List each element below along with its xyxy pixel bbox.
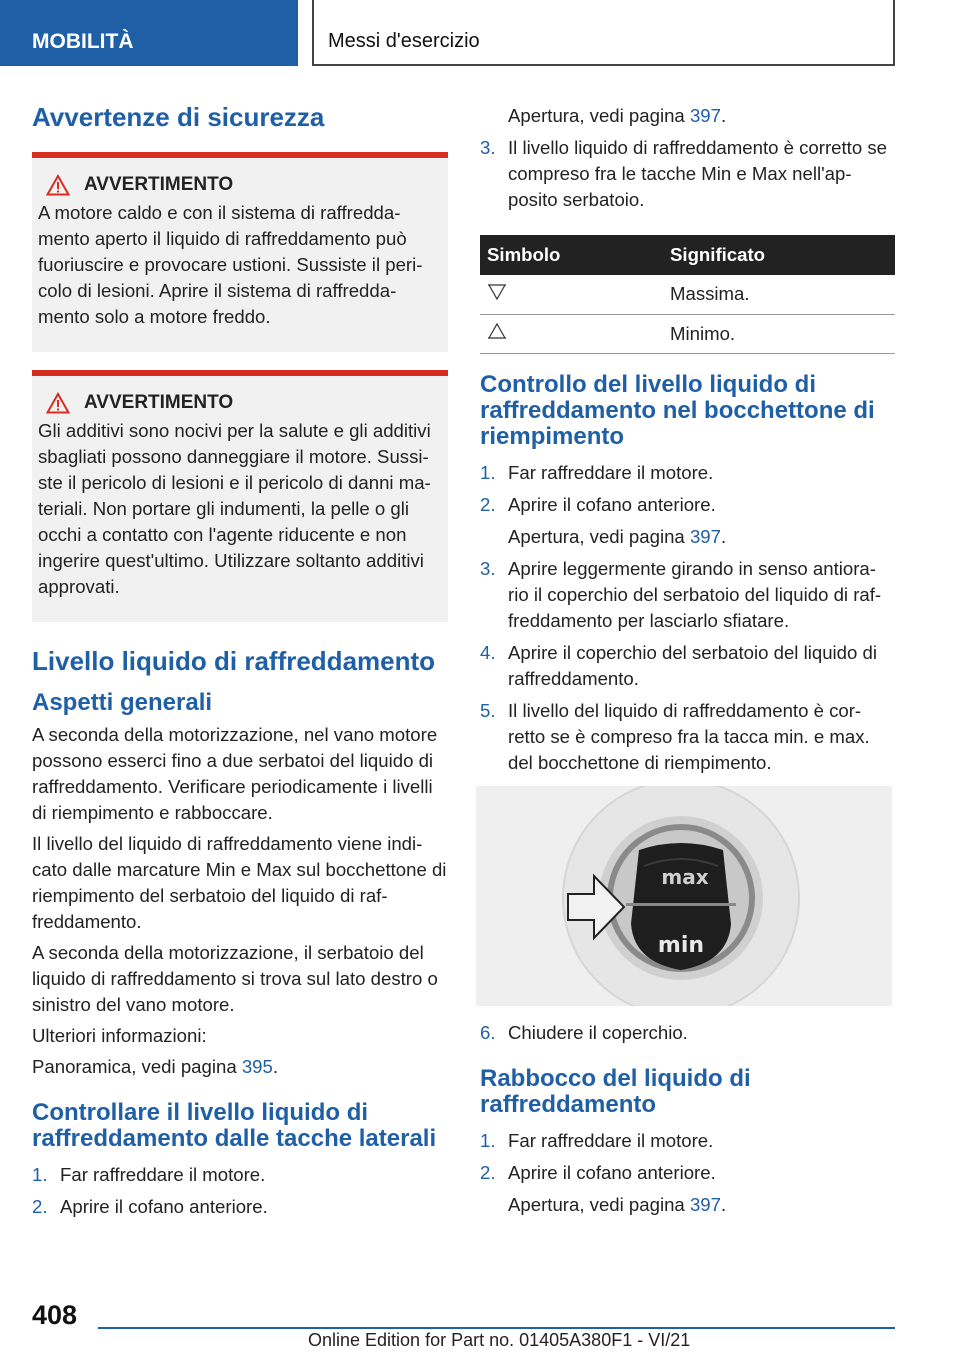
- paragraph: A seconda della motorizzazione, il serbatoio del liquido di raffreddamento si trova sul lato destro o sinistro del vano motore.: [32, 942, 438, 1015]
- steps-list: [480, 135, 895, 213]
- list-item: 1. Far raffreddare il motore.: [32, 1164, 266, 1185]
- paragraph: Apertura, vedi pagina 397.: [508, 1193, 727, 1215]
- warning-triangle-icon: [46, 392, 70, 414]
- table-cell: Minimo.: [666, 314, 895, 353]
- chapter-tab: [312, 0, 895, 66]
- table-row: [480, 275, 895, 314]
- list-item: 6. Chiudere il coperchio.: [480, 1021, 688, 1043]
- filler-neck-photo: [476, 786, 892, 1006]
- page-number: 408: [32, 1300, 78, 1330]
- list-item: 1. Far raffreddare il motore.: [480, 1129, 714, 1151]
- steps-list: [480, 1128, 895, 1186]
- steps-list: [480, 460, 895, 518]
- list-item: 2. Aprire il cofano anteriore.: [480, 1161, 716, 1183]
- page-link[interactable]: 397: [689, 1193, 721, 1215]
- safety-title: Avvertenze di sicurezza: [32, 102, 325, 132]
- filler-neck-title: Controllo del livello liquido di raffreddamento nel bocchettone di riempimento: [480, 370, 875, 450]
- paragraph: Apertura, vedi pagina 397.: [508, 105, 727, 126]
- coolant-level-title: Livello liquido di raffreddamento: [32, 646, 436, 676]
- left-column: [32, 100, 448, 1226]
- list-item: 4. Aprire il coperchio del serbatoio del liquido di raffreddamento.: [480, 641, 877, 689]
- right-column: [480, 100, 895, 1224]
- warning-box-1: [32, 152, 448, 352]
- paragraph: A seconda della motorizzazione, nel vano motore possono esserci fino a due serbatoi del liquido di raffreddamento. Verificare periodicamente i livelli di riempimento e rabboccare.: [32, 724, 438, 823]
- page-link[interactable]: 395: [241, 1056, 273, 1077]
- section-tab: [0, 0, 298, 66]
- page-link[interactable]: 397: [689, 525, 721, 547]
- chapter-label: Messi d'esercizio: [328, 30, 480, 52]
- top-up-title: Rabbocco del liquido di raffreddamento: [480, 1064, 751, 1118]
- min-label: min: [657, 932, 705, 958]
- filler-cap-illustration: [476, 786, 892, 1006]
- paragraph: Il livello del liquido di raffreddamento viene indi-cato dalle marcature Min e Max sul bocchettone di riempimento del serbatoio del liquido di raf-freddamento.: [32, 833, 447, 932]
- table-header: Simbolo: [480, 235, 666, 275]
- page-link[interactable]: 397: [689, 105, 721, 126]
- min-mark-icon: [487, 321, 507, 341]
- paragraph: Apertura, vedi pagina 397.: [508, 525, 727, 547]
- list-item: 2. Aprire il cofano anteriore.: [32, 1196, 268, 1217]
- warning-label: AVVERTIMENTO: [84, 174, 234, 195]
- list-item: 3. Aprire leggermente girando in senso antiora-rio il coperchio del serbatoio del liquido di raf-freddamento per lasciarlo sfiatare.: [480, 557, 882, 631]
- side-marks-title: Controllare il livello liquido di raffreddamento dalle tacche laterali: [32, 1099, 437, 1152]
- general-subtitle: Aspetti generali: [32, 689, 213, 716]
- table-header: Significato: [666, 235, 895, 275]
- edition-note: Online Edition for Part no. 01405A380F1 - VI/21: [308, 1330, 691, 1350]
- steps-list: [32, 1162, 448, 1220]
- list-item: 5. Il livello del liquido di raffreddamento è cor-retto se è compreso fra la tacca min. e max. del bocchettone di riempimento.: [480, 699, 870, 773]
- list-item: 2. Aprire il cofano anteriore.: [480, 493, 716, 515]
- table-row: [480, 314, 895, 353]
- list-item: 3. Il livello liquido di raffreddamento è corretto se compreso fra le tacche Min e Max nell'ap-posito serbatoio.: [480, 137, 887, 210]
- warning-text: A motore caldo e con il sistema di raffredda-mento aperto il liquido di raffreddamento può fuoriuscire e provocare ustioni. Sussiste il peri-colo di lesioni. Aprire il sistema di raffredda-mento solo a motore freddo.: [38, 202, 423, 327]
- symbol-table: [480, 235, 895, 354]
- steps-list: [480, 556, 895, 776]
- list-item: 1. Far raffreddare il motore.: [480, 461, 714, 483]
- max-mark-icon: [487, 282, 507, 302]
- warning-label: AVVERTIMENTO: [84, 392, 234, 413]
- warning-box-2: [32, 370, 448, 622]
- max-label: max: [661, 864, 709, 889]
- steps-list: [480, 1020, 895, 1046]
- warning-triangle-icon: [46, 174, 70, 196]
- footer-divider: [98, 1327, 895, 1329]
- paragraph: Ulteriori informazioni:: [32, 1025, 207, 1046]
- warning-text: Gli additivi sono nocivi per la salute e gli additivi sbagliati possono danneggiare il motore. Sussi-ste il pericolo di lesioni e il pericolo di danni ma-teriali. Non portare gli indumenti, la pelle o gli occhi a contatto con l'agente riducente e non ingerire quest'ultimo. Utilizzare soltanto additivi approvati.: [38, 420, 431, 597]
- table-cell: Massima.: [666, 275, 895, 314]
- paragraph: Panoramica, vedi pagina 395.: [32, 1056, 279, 1077]
- section-label: MOBILITÀ: [32, 30, 134, 53]
